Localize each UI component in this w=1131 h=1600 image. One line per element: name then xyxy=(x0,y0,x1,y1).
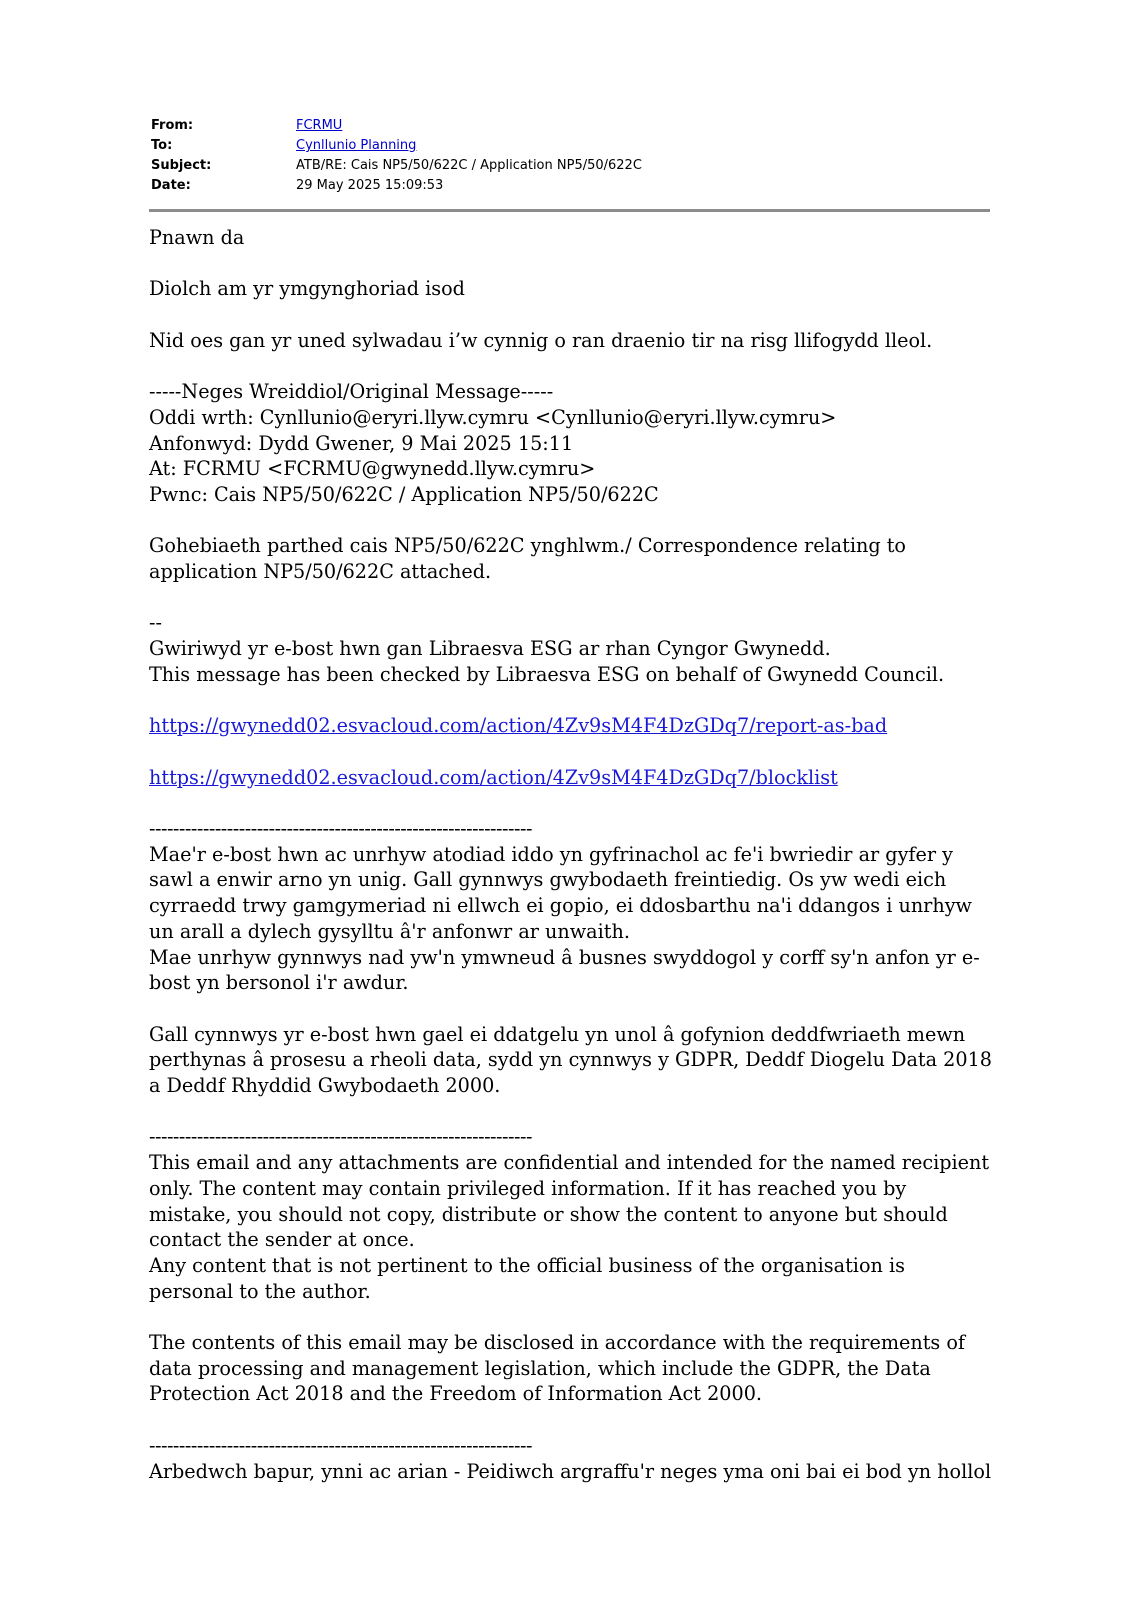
checked-notice-en: This message has been checked by Libraesva ESG on behalf of Gwynedd Council. xyxy=(149,662,945,686)
divider-3: ---------------------------------------------------------------- xyxy=(149,1433,532,1457)
disclaimer-en-2: Any content that is not pertinent to the official business of the organisation is personal to the author. xyxy=(149,1253,905,1303)
subject-value: ATB/RE: Cais NP5/50/622C / Application NP5/50/622C xyxy=(296,158,642,173)
date-label: Date: xyxy=(151,178,191,193)
thanks-text: Diolch am yr ymgynghoriad isod xyxy=(149,277,465,301)
original-from: Oddi wrth: Cynllunio@eryri.llyw.cymru <Cynllunio@eryri.llyw.cymru> xyxy=(149,405,837,429)
disclaimer-en-3: The contents of this email may be disclosed in accordance with the requirements of data processing and management legislation, which include the GDPR, the Data Protection Act 2018 and the Freedom of Information Act 2000. xyxy=(149,1331,966,1406)
divider-1: ---------------------------------------------------------------- xyxy=(149,817,532,841)
email-header xyxy=(151,116,991,196)
from-row xyxy=(151,116,991,136)
reply-text: Nid oes gan yr uned sylwadau i’w cynnig o ran draenio tir na risg llifogydd lleol. xyxy=(149,328,933,352)
email-body xyxy=(149,225,994,1510)
correspondence-text: Gohebiaeth parthed cais NP5/50/622C ynghlwm./ Correspondence relating to application NP5/50/622C attached. xyxy=(149,534,906,584)
disclaimer-cy xyxy=(149,816,994,996)
footer-text: Arbedwch bapur, ynni ac arian - Peidiwch argraffu'r neges yma oni bai ei bod yn hollol xyxy=(149,1459,992,1483)
signature-dash: -- xyxy=(149,611,162,635)
scan-notice xyxy=(149,610,994,687)
blocklist-link[interactable]: https://gwynedd02.esvacloud.com/action/4Zv9sM4F4DzGDq7/blocklist xyxy=(149,765,838,789)
to-label: To: xyxy=(151,138,173,153)
footer-block xyxy=(149,1433,994,1484)
disclaimer-cy-2: Mae unrhyw gynnwys nad yw'n ymwneud â busnes swyddogol y corff sy'n anfon yr e-bost yn bersonol i'r awdur. xyxy=(149,945,980,995)
original-sent: Anfonwyd: Dydd Gwener, 9 Mai 2025 15:11 xyxy=(149,431,574,455)
to-row xyxy=(151,136,991,156)
subject-label: Subject: xyxy=(151,158,212,173)
divider-2: ---------------------------------------------------------------- xyxy=(149,1125,532,1149)
to-link[interactable]: Cynllunio Planning xyxy=(296,138,417,153)
original-subject: Pwnc: Cais NP5/50/622C / Application NP5/50/622C xyxy=(149,482,659,506)
subject-row xyxy=(151,156,991,176)
disclaimer-en-1: This email and any attachments are confidential and intended for the named recipient only. The content may contain privileged information. If it has reached you by mistake, you should not copy, distribute or show the content to anyone but should contact the sender at once. xyxy=(149,1151,990,1252)
checked-notice-cy: Gwiriwyd yr e-bost hwn gan Libraesva ESG ar rhan Cyngor Gwynedd. xyxy=(149,637,831,661)
disclaimer-en xyxy=(149,1124,994,1304)
original-separator: -----Neges Wreiddiol/Original Message----- xyxy=(149,380,554,404)
report-as-bad-link[interactable]: https://gwynedd02.esvacloud.com/action/4Zv9sM4F4DzGDq7/report-as-bad xyxy=(149,714,888,738)
original-to: At: FCRMU <FCRMU@gwynedd.llyw.cymru> xyxy=(149,457,596,481)
disclaimer-cy-3: Gall cynnwys yr e-bost hwn gael ei ddatgelu yn unol â gofynion deddfwriaeth mewn perthynas â prosesu a rheoli data, sydd yn cynnwys y GDPR, Deddf Diogelu Data 2018 a Deddf Rhyddid Gwybodaeth 2000. xyxy=(149,1022,993,1098)
header-divider xyxy=(149,209,990,212)
original-message-block xyxy=(149,379,994,508)
date-row xyxy=(151,176,991,196)
disclaimer-cy-1: Mae'r e-bost hwn ac unrhyw atodiad iddo yn gyfrinachol ac fe'i bwriedir ar gyfer y sawl a enwir arno yn unig. Gall gynnwys gwybodaeth freintiedig. Os yw wedi eich cyrraedd trwy gamgymeriad ni ellwch ei gopio, ei ddosbarthu na'i ddangos i unrhyw un arall a dylech gysylltu â'r anfonwr ar unwaith. xyxy=(149,842,972,943)
greeting: Pnawn da xyxy=(149,226,245,249)
from-label: From: xyxy=(151,118,194,133)
from-link[interactable]: FCRMU xyxy=(296,118,343,133)
date-value: 29 May 2025 15:09:53 xyxy=(296,178,444,193)
